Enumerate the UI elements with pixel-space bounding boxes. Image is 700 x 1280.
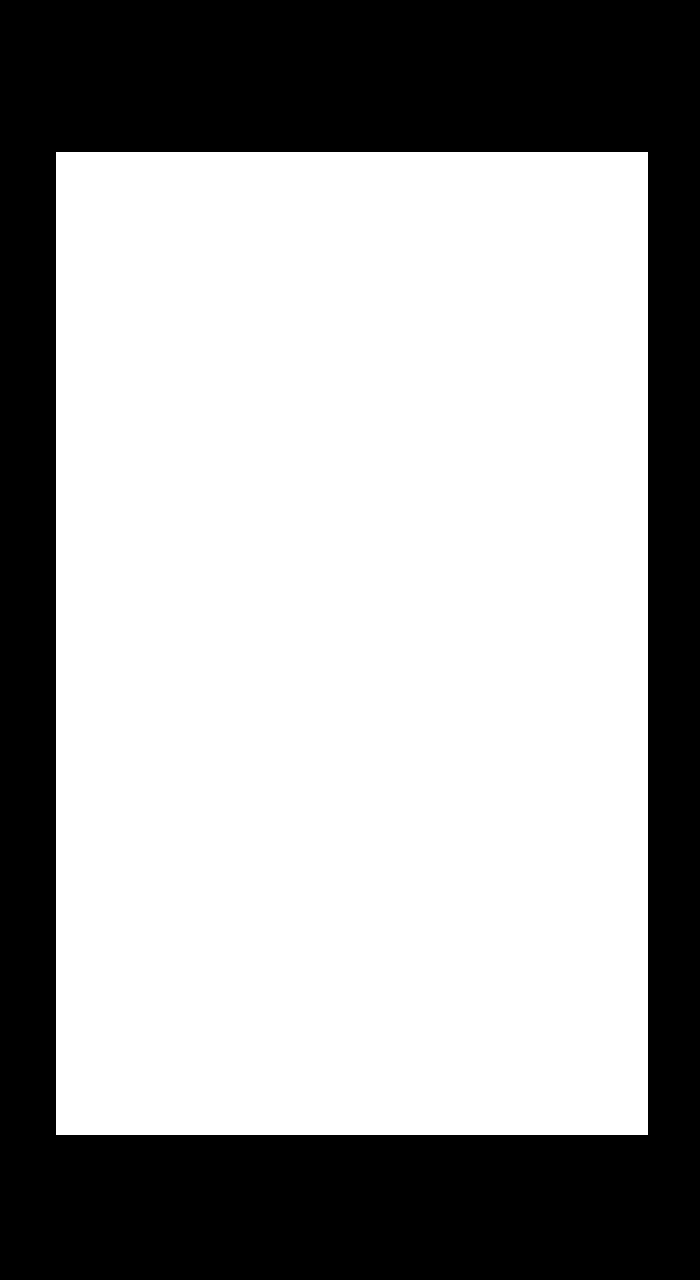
page-title bbox=[0, 102, 700, 238]
notice-body bbox=[56, 152, 648, 1135]
title-art bbox=[0, 102, 700, 238]
